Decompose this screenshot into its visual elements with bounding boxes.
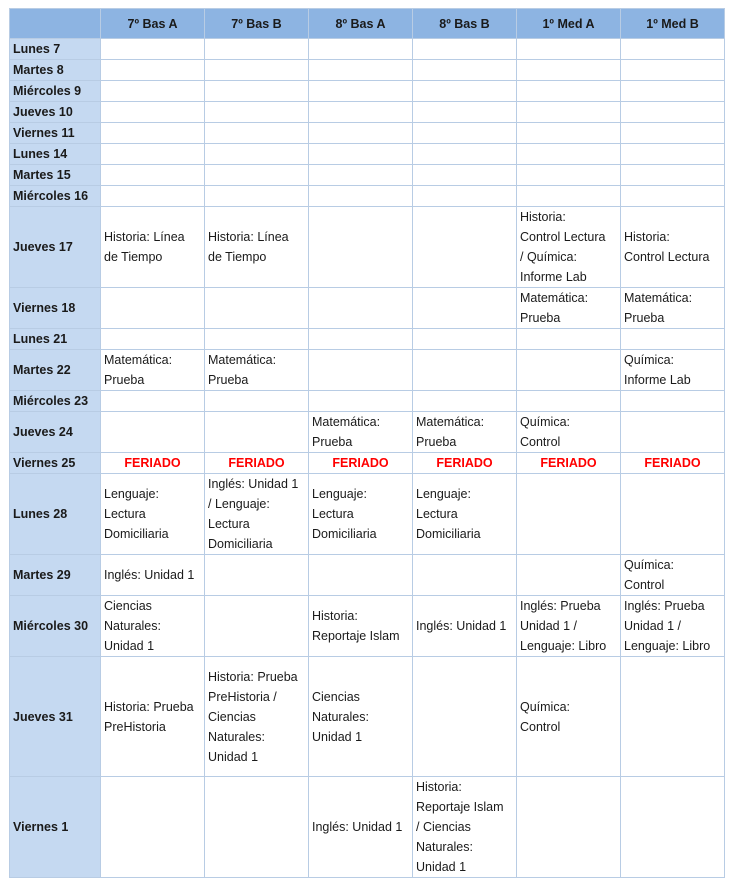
schedule-cell[interactable]: [205, 777, 309, 878]
cell-text-line: Naturales:: [104, 619, 161, 633]
schedule-cell[interactable]: [413, 165, 517, 186]
schedule-cell[interactable]: [517, 777, 621, 878]
column-header[interactable]: 1º Med A: [517, 9, 621, 39]
schedule-cell[interactable]: [309, 657, 413, 777]
cell-text-line: Prueba: [312, 435, 353, 449]
cell-text-line: Domiciliaria: [104, 527, 169, 541]
table-row: [10, 39, 725, 60]
schedule-cell[interactable]: [517, 657, 621, 777]
schedule-cell[interactable]: [621, 288, 725, 329]
schedule-cell[interactable]: [101, 350, 205, 391]
column-header[interactable]: 7º Bas A: [101, 9, 205, 39]
cell-text-line: Control Lectura: [520, 230, 606, 244]
day-label[interactable]: Jueves 24: [10, 412, 101, 453]
schedule-cell[interactable]: [101, 186, 205, 207]
cell-text-line: Historia: Prueba: [104, 699, 194, 714]
schedule-cell[interactable]: [413, 39, 517, 60]
schedule-cell[interactable]: [413, 288, 517, 329]
cell-text-line: PreHistoria: [104, 719, 166, 734]
schedule-cell[interactable]: [517, 350, 621, 391]
schedule-cell[interactable]: [621, 102, 725, 123]
cell-text-line: Historia: Prueba: [208, 669, 298, 684]
table-row: [10, 329, 725, 350]
schedule-cell[interactable]: [309, 288, 413, 329]
cell-text-line: Prueba: [624, 311, 665, 325]
cell-text-line: Inglés: Prueba: [624, 599, 705, 613]
cell-text-line: Naturales:: [416, 840, 473, 854]
cell-text-line: Reportaje Islam: [312, 629, 400, 643]
schedule-body: [10, 39, 725, 878]
cell-text-line: Lectura: [104, 507, 146, 521]
schedule-cell[interactable]: [413, 186, 517, 207]
schedule-cell[interactable]: [621, 207, 725, 288]
schedule-cell[interactable]: [205, 596, 309, 657]
cell-text-line: / Ciencias: [416, 820, 471, 834]
schedule-cell[interactable]: [309, 144, 413, 165]
schedule-cell[interactable]: [621, 412, 725, 453]
day-label[interactable]: Lunes 7: [10, 39, 101, 60]
cell-text-line: Matemática:: [520, 291, 589, 305]
schedule-cell[interactable]: [205, 391, 309, 412]
cell-text-line: Inglés: Unidad 1: [416, 619, 507, 633]
schedule-cell[interactable]: [101, 391, 205, 412]
schedule-cell[interactable]: [413, 207, 517, 288]
holiday-label: FERIADO: [644, 456, 701, 470]
schedule-cell[interactable]: [621, 165, 725, 186]
holiday-cell[interactable]: [309, 453, 413, 474]
cell-text-line: Inglés: Unidad 1: [104, 568, 195, 582]
schedule-cell[interactable]: [621, 777, 725, 878]
schedule-cell[interactable]: [205, 144, 309, 165]
cell-text-line: Prueba: [208, 373, 249, 387]
column-header[interactable]: 8º Bas A: [309, 9, 413, 39]
holiday-label: FERIADO: [124, 456, 181, 470]
day-label[interactable]: Martes 22: [10, 350, 101, 391]
schedule-cell[interactable]: [517, 165, 621, 186]
schedule-cell[interactable]: [309, 207, 413, 288]
cell-text-line: Domiciliaria: [416, 527, 481, 541]
holiday-label: FERIADO: [540, 456, 597, 470]
table-row: [10, 391, 725, 412]
schedule-cell[interactable]: [621, 123, 725, 144]
header-row: [10, 9, 725, 39]
corner-cell[interactable]: [10, 9, 101, 39]
day-label[interactable]: Martes 29: [10, 555, 101, 596]
cell-text-line: Historia:: [416, 780, 462, 794]
schedule-cell[interactable]: [517, 102, 621, 123]
schedule-cell[interactable]: [205, 207, 309, 288]
table-row: [10, 288, 725, 329]
cell-text-line: Prueba: [520, 311, 561, 325]
schedule-cell[interactable]: [309, 123, 413, 144]
table-row: [10, 102, 725, 123]
schedule-cell[interactable]: [413, 596, 517, 657]
table-row: [10, 123, 725, 144]
cell-text-line: Matemática:: [416, 415, 485, 429]
schedule-cell[interactable]: [517, 412, 621, 453]
schedule-cell[interactable]: [621, 81, 725, 102]
cell-text-line: Lectura: [312, 507, 354, 521]
schedule-cell[interactable]: [101, 207, 205, 288]
schedule-cell[interactable]: [309, 555, 413, 596]
table-row: [10, 60, 725, 81]
cell-text-line: Química:: [624, 353, 675, 367]
cell-text-line: Domiciliaria: [208, 537, 273, 551]
table-row: [10, 596, 725, 657]
schedule-cell[interactable]: [621, 60, 725, 81]
schedule-cell[interactable]: [309, 102, 413, 123]
schedule-cell[interactable]: [101, 329, 205, 350]
column-header[interactable]: 7º Bas B: [205, 9, 309, 39]
day-label[interactable]: Jueves 31: [10, 657, 101, 777]
schedule-cell[interactable]: [101, 657, 205, 777]
schedule-cell[interactable]: [101, 60, 205, 81]
schedule-cell[interactable]: [621, 329, 725, 350]
day-label[interactable]: Jueves 17: [10, 207, 101, 288]
schedule-cell[interactable]: [101, 474, 205, 555]
cell-text-line: Lectura: [208, 517, 250, 531]
schedule-cell[interactable]: [101, 123, 205, 144]
cell-text-line: Matemática:: [104, 353, 173, 367]
schedule-cell[interactable]: [621, 39, 725, 60]
schedule-cell[interactable]: [413, 144, 517, 165]
schedule-cell[interactable]: [205, 39, 309, 60]
schedule-cell[interactable]: [621, 474, 725, 555]
cell-text-line: Unidad 1: [312, 729, 363, 744]
cell-text-line: Unidad 1 /: [520, 619, 577, 633]
cell-text-line: / Química:: [520, 250, 577, 264]
schedule-cell[interactable]: [309, 777, 413, 878]
table-row: [10, 453, 725, 474]
cell-text-line: Lenguaje: Libro: [624, 639, 711, 653]
schedule-cell[interactable]: [517, 391, 621, 412]
holiday-label: FERIADO: [332, 456, 389, 470]
day-label[interactable]: Martes 8: [10, 60, 101, 81]
schedule-cell[interactable]: [413, 777, 517, 878]
schedule-cell[interactable]: [517, 123, 621, 144]
schedule-cell[interactable]: [517, 39, 621, 60]
day-label[interactable]: Miércoles 23: [10, 391, 101, 412]
schedule-cell[interactable]: [517, 144, 621, 165]
table-row: [10, 412, 725, 453]
cell-text-line: Unidad 1 /: [624, 619, 681, 633]
day-label[interactable]: Miércoles 16: [10, 186, 101, 207]
schedule-cell[interactable]: [517, 596, 621, 657]
schedule-cell[interactable]: [101, 412, 205, 453]
schedule-cell[interactable]: [621, 144, 725, 165]
table-row: [10, 555, 725, 596]
cell-text-line: Lenguaje: Libro: [520, 639, 607, 653]
cell-text-line: Informe Lab: [624, 373, 691, 387]
schedule-cell[interactable]: [101, 39, 205, 60]
schedule-cell[interactable]: [621, 391, 725, 412]
schedule-cell[interactable]: [205, 329, 309, 350]
schedule-cell[interactable]: [309, 60, 413, 81]
cell-text-line: Matemática:: [208, 353, 277, 367]
cell-text-line: Control: [624, 578, 665, 592]
schedule-cell[interactable]: [205, 123, 309, 144]
schedule-cell[interactable]: [413, 102, 517, 123]
holiday-cell[interactable]: [413, 453, 517, 474]
day-label[interactable]: Viernes 1: [10, 777, 101, 878]
table-row: [10, 657, 725, 777]
schedule-cell[interactable]: [101, 596, 205, 657]
cell-text-line: Inglés: Unidad 1: [312, 820, 403, 834]
schedule-cell[interactable]: [517, 207, 621, 288]
schedule-cell[interactable]: [205, 60, 309, 81]
table-row: [10, 350, 725, 391]
cell-text-line: Historia:: [520, 210, 566, 224]
cell-text-line: Matemática:: [624, 291, 693, 305]
schedule-cell[interactable]: [413, 657, 517, 777]
cell-text-line: Unidad 1: [104, 639, 155, 653]
schedule-cell[interactable]: [101, 165, 205, 186]
schedule-cell[interactable]: [309, 81, 413, 102]
cell-text-line: Inglés: Prueba: [520, 599, 601, 613]
schedule-cell[interactable]: [413, 474, 517, 555]
cell-text-line: de Tiempo: [208, 250, 267, 264]
schedule-cell[interactable]: [205, 657, 309, 777]
schedule-cell[interactable]: [413, 81, 517, 102]
day-label[interactable]: Lunes 21: [10, 329, 101, 350]
cell-text-line: Historia: Línea: [208, 230, 289, 244]
cell-text-line: Prueba: [416, 435, 457, 449]
holiday-label: FERIADO: [228, 456, 285, 470]
cell-text-line: de Tiempo: [104, 250, 163, 264]
schedule-cell[interactable]: [309, 391, 413, 412]
day-label[interactable]: Viernes 18: [10, 288, 101, 329]
cell-text-line: Ciencias: [104, 599, 152, 613]
table-row: [10, 186, 725, 207]
table-row: [10, 144, 725, 165]
cell-text-line: Domiciliaria: [312, 527, 377, 541]
schedule-cell[interactable]: [309, 596, 413, 657]
schedule-table: [9, 8, 725, 878]
day-label[interactable]: Miércoles 9: [10, 81, 101, 102]
holiday-cell[interactable]: [205, 453, 309, 474]
schedule-cell[interactable]: [309, 474, 413, 555]
schedule-cell[interactable]: [413, 329, 517, 350]
cell-text-line: Unidad 1: [208, 749, 259, 764]
schedule-cell[interactable]: [309, 165, 413, 186]
cell-text-line: Historia:: [624, 230, 670, 244]
cell-text-line: Control Lectura: [624, 250, 710, 264]
schedule-cell[interactable]: [205, 474, 309, 555]
schedule-cell[interactable]: [517, 288, 621, 329]
day-label[interactable]: Viernes 25: [10, 453, 101, 474]
column-header[interactable]: 8º Bas B: [413, 9, 517, 39]
cell-text-line: Lenguaje:: [416, 487, 471, 501]
schedule-cell[interactable]: [517, 81, 621, 102]
schedule-cell[interactable]: [621, 555, 725, 596]
schedule-cell[interactable]: [309, 350, 413, 391]
schedule-cell[interactable]: [413, 391, 517, 412]
table-row: [10, 777, 725, 878]
schedule-cell[interactable]: [205, 288, 309, 329]
cell-text-line: Lenguaje:: [104, 487, 159, 501]
schedule-cell[interactable]: [101, 777, 205, 878]
schedule-cell[interactable]: [309, 412, 413, 453]
cell-text-line: Reportaje Islam: [416, 800, 504, 814]
cell-text-line: Prueba: [104, 373, 145, 387]
schedule-cell[interactable]: [101, 288, 205, 329]
day-label[interactable]: Miércoles 30: [10, 596, 101, 657]
column-header[interactable]: 1º Med B: [621, 9, 725, 39]
day-label[interactable]: Jueves 10: [10, 102, 101, 123]
day-label[interactable]: Lunes 28: [10, 474, 101, 555]
cell-text-line: Ciencias: [312, 689, 360, 704]
schedule-cell[interactable]: [621, 657, 725, 777]
schedule-cell[interactable]: [205, 412, 309, 453]
schedule-cell[interactable]: [205, 555, 309, 596]
holiday-cell[interactable]: [621, 453, 725, 474]
cell-text-line: Control: [520, 435, 561, 449]
cell-text-line: Unidad 1: [416, 860, 467, 874]
table-row: [10, 474, 725, 555]
table-row: [10, 207, 725, 288]
cell-text-line: / Lenguaje:: [208, 497, 270, 511]
day-label[interactable]: Martes 15: [10, 165, 101, 186]
schedule-cell[interactable]: [101, 555, 205, 596]
schedule-cell[interactable]: [309, 186, 413, 207]
cell-text-line: Historia:: [312, 609, 358, 623]
schedule-cell[interactable]: [101, 102, 205, 123]
cell-text-line: Historia: Línea: [104, 230, 185, 244]
schedule-cell[interactable]: [621, 186, 725, 207]
schedule-cell[interactable]: [101, 144, 205, 165]
schedule-cell[interactable]: [621, 350, 725, 391]
schedule-cell[interactable]: [621, 596, 725, 657]
schedule-cell[interactable]: [517, 555, 621, 596]
day-label[interactable]: Viernes 11: [10, 123, 101, 144]
schedule-cell[interactable]: [517, 60, 621, 81]
cell-text-line: Informe Lab: [520, 270, 587, 284]
schedule-cell[interactable]: [101, 81, 205, 102]
day-label[interactable]: Lunes 14: [10, 144, 101, 165]
cell-text-line: Ciencias: [208, 709, 256, 724]
holiday-cell[interactable]: [517, 453, 621, 474]
schedule-cell[interactable]: [413, 60, 517, 81]
holiday-label: FERIADO: [436, 456, 493, 470]
schedule-cell[interactable]: [205, 186, 309, 207]
schedule-cell[interactable]: [309, 39, 413, 60]
cell-text-line: Química:: [520, 415, 571, 429]
table-row: [10, 165, 725, 186]
schedule-cell[interactable]: [205, 165, 309, 186]
schedule-cell[interactable]: [413, 350, 517, 391]
cell-text-line: Inglés: Unidad 1: [208, 477, 299, 491]
schedule-cell[interactable]: [309, 329, 413, 350]
cell-text-line: Matemática:: [312, 415, 381, 429]
cell-text-line: Naturales:: [208, 729, 265, 744]
cell-text-line: PreHistoria /: [208, 689, 277, 704]
cell-text-line: Naturales:: [312, 709, 369, 724]
schedule-cell[interactable]: [413, 555, 517, 596]
cell-text-line: Control: [520, 719, 561, 734]
schedule-cell[interactable]: [205, 350, 309, 391]
table-row: [10, 81, 725, 102]
schedule-cell[interactable]: [413, 412, 517, 453]
holiday-cell[interactable]: [101, 453, 205, 474]
schedule-cell[interactable]: [517, 474, 621, 555]
schedule-cell[interactable]: [517, 329, 621, 350]
cell-text-line: Química:: [520, 699, 571, 714]
cell-text-line: Lectura: [416, 507, 458, 521]
schedule-cell[interactable]: [205, 81, 309, 102]
schedule-cell[interactable]: [205, 102, 309, 123]
schedule-cell[interactable]: [413, 123, 517, 144]
schedule-cell[interactable]: [517, 186, 621, 207]
cell-text-line: Química:: [624, 558, 675, 572]
cell-text-line: Lenguaje:: [312, 487, 367, 501]
